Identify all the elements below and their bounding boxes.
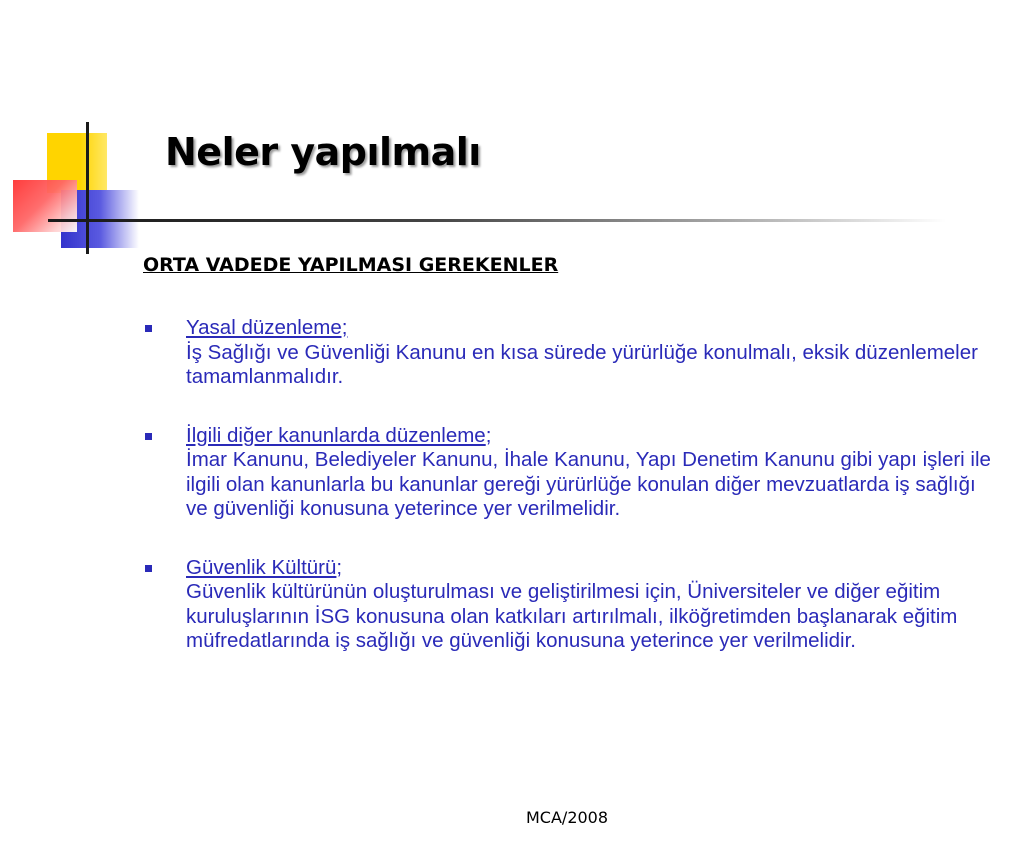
- item-heading[interactable]: Yasal düzenleme;: [186, 316, 348, 339]
- item-heading[interactable]: Güvenlik Kültürü: [186, 555, 337, 579]
- item-body: İmar Kanunu, Belediyeler Kanunu, İhale Kanunu, Yapı Denetim Kanunu gibi yapı işleri ile ilgili olan kanunlarla bu kanunlar gereği yürürlüğe konulan diğer mevzuatlarda iş sağlığı ve güvenliği konusuna yeterince yer verilmelidir.: [186, 448, 991, 520]
- section-subtitle: ORTA VADEDE YAPILMASI GEREKENLER: [143, 254, 559, 276]
- item-body: İş Sağlığı ve Güvenliği Kanunu en kısa sürede yürürlüğe konulmalı, eksik düzenlemeler tamamlanmalıdır.: [186, 340, 978, 388]
- square-bullet-icon: [145, 433, 152, 440]
- item-heading[interactable]: İlgili diğer kanunlarda düzenleme: [186, 423, 486, 447]
- title-underline-rule: [86, 219, 946, 222]
- slide-footer: MCA/2008: [526, 808, 609, 827]
- item-heading-suffix: ;: [485, 423, 492, 447]
- list-item: [143, 556, 1003, 654]
- list-item: [143, 424, 1003, 522]
- red-square-decoration: [13, 180, 77, 232]
- square-bullet-icon: [145, 325, 152, 332]
- square-bullet-icon: [145, 565, 152, 572]
- bullet-list: [143, 316, 1003, 688]
- item-body: Güvenlik kültürünün oluşturulması ve geliştirilmesi için, Üniversiteler ve diğer eğitim kuruluşlarının İSG konusuna olan katkıları artırılmalı, ilköğretimden başlanarak eğitim müfredatlarında iş sağlığı ve güvenliği konusuna yeterince yer verilmelidir.: [186, 580, 958, 652]
- vertical-line-decoration: [86, 122, 89, 254]
- list-item: [143, 316, 1003, 390]
- item-heading-suffix: ;: [336, 555, 343, 579]
- slide-title: Neler yapılmalı: [165, 130, 481, 174]
